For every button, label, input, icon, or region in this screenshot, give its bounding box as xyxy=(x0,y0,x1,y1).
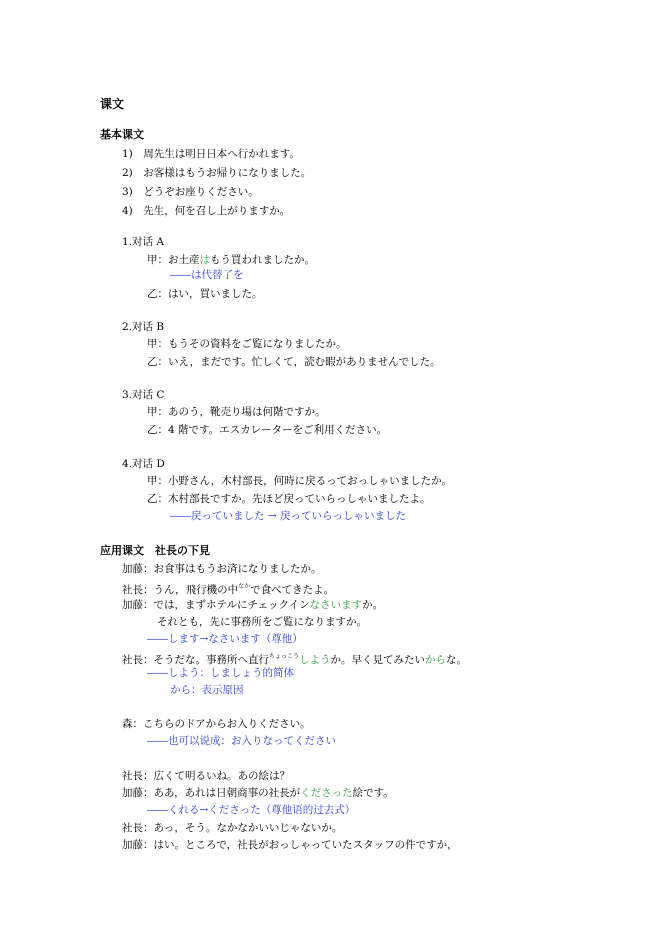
text: か。 xyxy=(362,599,384,611)
basic-item-4: 4) 先生，何を召し上がりますか。 xyxy=(122,205,291,217)
dialog-d-heading: 4.对话 D xyxy=(122,458,165,470)
dialog-c-heading: 3.对话 C xyxy=(122,389,165,401)
dialog-c-line-2: 乙：4 階です。エスカレーターをご利用ください。 xyxy=(147,424,388,436)
text: 加藤：では，まずホテルにチェックイン xyxy=(122,599,310,611)
applied-line-9: 社長：あっ，そう。なかなかいいじゃないか。 xyxy=(122,822,343,834)
applied-note-2: ――しよう：しましょう的简体 xyxy=(147,667,294,679)
dialog-d-line-1: 甲：小野さん，木村部長，何時に戻るっておっしゃいましたか。 xyxy=(147,475,453,487)
text: か。早く見てみたい xyxy=(330,654,426,666)
dialog-b-line-2: 乙：いえ，まだです。忙しくて，読む暇がありませんでした。 xyxy=(147,356,441,368)
applied-line-2 xyxy=(122,580,334,597)
applied-line-6: 森：こちらのドアからお入りください。 xyxy=(122,718,311,730)
page-title: 课文 xyxy=(100,97,125,111)
applied-line-10: 加藤：はい。ところで，社長がおっしゃっていたスタッフの件ですか， xyxy=(122,839,458,851)
dialog-d-line-2: 乙：木村部長ですか。先ほど戻っていらっしゃいましたよ。 xyxy=(147,493,431,505)
dialog-a-line-1 xyxy=(147,253,315,267)
text: な。 xyxy=(446,654,468,666)
dialog-b-line-1: 甲：もうその資料をご覧になりましたか。 xyxy=(147,338,347,350)
dialog-d-note: ――戻っていました → 戻っていらっしゃいました xyxy=(170,510,406,522)
applied-line-8 xyxy=(122,786,394,800)
dialog-b-heading: 2.对话 B xyxy=(122,321,165,333)
highlight: なさいます xyxy=(309,599,363,611)
text: で食べてきたよ。 xyxy=(250,584,335,596)
applied-note-1: ――します→なさいます（尊他） xyxy=(147,633,303,645)
applied-note-4: ――也可以说成：お入りなってください xyxy=(147,735,336,747)
highlight: くださった xyxy=(300,787,353,799)
applied-line-7: 社長：広くて明るいね。あの絵は？ xyxy=(122,770,290,782)
basic-item-2: 2) お客様はもうお帰りになりました。 xyxy=(122,167,312,179)
applied-line-5 xyxy=(122,650,467,667)
basic-heading: 基本课文 xyxy=(100,128,144,141)
basic-item-3: 3) どうぞお座りください。 xyxy=(122,186,259,198)
furigana: なか xyxy=(238,583,251,590)
dialog-a-line-2: 乙：はい，買いました。 xyxy=(147,288,263,300)
text: もう買われましたか。 xyxy=(210,254,315,266)
dialog-a-heading: 1.对话 A xyxy=(122,236,164,248)
applied-line-4: それとも，先に事務所をご覧になりますか。 xyxy=(157,616,367,628)
applied-line-3 xyxy=(122,598,383,612)
applied-line-1: 加藤：お食事はもうお済になりましたか。 xyxy=(122,563,322,575)
dialog-c-line-1: 甲：あのう，靴売り場は何階ですか。 xyxy=(147,406,326,418)
applied-note-3: から：表示原因 xyxy=(170,684,244,696)
text: 社長：うん，飛行機の中 xyxy=(122,584,239,596)
applied-note-5: ――くれる→くださった（尊他语的过去式） xyxy=(147,804,356,816)
furigana: ちょっこう xyxy=(269,653,300,660)
text: 甲：お土産 xyxy=(147,254,200,266)
basic-item-1: 1) 周先生は明日日本へ行かれます。 xyxy=(122,148,300,160)
highlight: から xyxy=(425,654,447,666)
applied-heading: 应用课文 社長の下見 xyxy=(100,544,210,557)
text: 絵です。 xyxy=(352,787,394,799)
dialog-a-note: ――は代替了を xyxy=(170,269,244,281)
highlight: しよう xyxy=(299,654,331,666)
text: 社長：そうだな。事務所へ直行 xyxy=(122,654,269,666)
highlight: は xyxy=(199,254,210,266)
text: 加藤：ああ，あれは日朝商事の社長が xyxy=(122,787,301,799)
